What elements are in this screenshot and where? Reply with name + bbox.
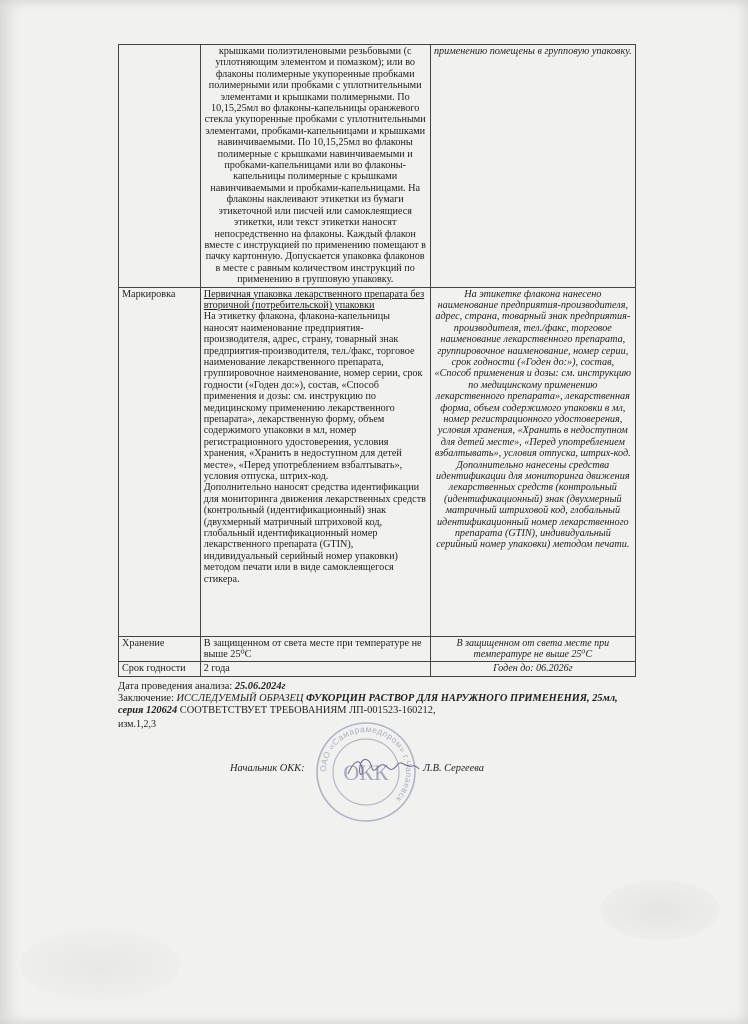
conclusion-label: Заключение:: [118, 693, 177, 704]
analysis-date-value: 25.06.2024г: [234, 681, 286, 692]
row-label-marking: Маркировка: [119, 287, 201, 636]
chief-name: Л.В. Сергеева: [423, 763, 484, 774]
row-label-storage: Хранение: [119, 636, 201, 662]
result-storage: В защищенном от света месте при температуре не выше 25⁰С: [430, 636, 635, 662]
table-row: [119, 287, 636, 636]
table-row: [119, 636, 636, 662]
scan-smudge: [20, 930, 180, 1000]
requirement-storage: В защищенном от света месте при температуре не выше 25⁰С: [200, 636, 430, 662]
result-text-marking: На этикетке флакона нанесено наименование предприятия-производителя, адрес, страна, товарный знак предприятия-производителя, тел./факс, торговое наименование лекарственного препарата, группировочное наименование, номер серии, срок годности («Годен до:»), состав, «Способ применения и дозы: см. инструкцию по медицинскому применению лекарственного препарата», лекарственная форма, объем содержимого упаковки в мл, номер регистрационного удостоверения, условия хранения, «Хранить в недоступном для детей месте», «Перед употреблением взбалтывать», условия отпуска, штрих-код. Дополнительно нанесены средства идентификации для мониторинга движения лекарственных средств (контрольный (идентификационный) знак (двухмерный матричный штриховой код, глобальный идентификационный номер лекарственного препарата (GTIN), индивидуальный серийный номер упаковки) методом печати.: [430, 287, 635, 636]
conclusion-part-a: ИССЛЕДУЕМЫЙ ОБРАЗЕЦ: [176, 693, 306, 704]
row-label-shelf-life: Срок годности: [119, 662, 201, 676]
conclusion-part-c: СООТВЕТСТВУЕТ ТРЕБОВАНИЯМ ЛП-001523-160212,: [177, 705, 436, 716]
requirement-cell: [200, 287, 430, 636]
row-label: [119, 45, 201, 288]
stamp-ring-text: ОАО «Самарамедпром» г.Чапаевск: [317, 723, 415, 805]
analysis-date-line: [118, 681, 638, 693]
chief-signature: [346, 752, 420, 782]
chief-label: Начальник ОКК:: [230, 763, 305, 774]
table-row: [119, 45, 636, 288]
requirement-body: На этикетку флакона, флакона-капельницы наносят наименование предприятия-производителя, адрес, страну, товарный знак предприятия-производителя, тел./факс, торговое наименование лекарственного препарата, группировочное наименование, номер серии, срок годности («Годен до:»), состав, «Способ применения и дозы: см. инструкцию по медицинскому применению лекарственного препарата», лекарственную форму, объем содержимого упаковки в мл, номер регистрационного удостоверения, условия хранения, «Хранить в недоступном для детей месте», «Перед употреблением взбалтывать», условия отпуска, штрих-код.: [203, 311, 423, 483]
requirement-heading: Первичная упаковка лекарственного препарата без вторичной (потребительской) упаковки: [203, 288, 425, 311]
changes-line: изм.1,2,3: [118, 719, 156, 730]
specification-table: [118, 44, 636, 677]
table-row: [119, 662, 636, 676]
conclusion-product: ФУКОРЦИН РАСТВОР ДЛЯ НАРУЖНОГО ПРИМЕНЕНИЯ, 25мл, серия 120624: [118, 693, 618, 716]
result-text: применению помещены в групповую упаковку.: [430, 45, 635, 288]
requirement-extra: Дополнительно наносят средства идентификации для мониторинга движения лекарственных средств (контрольный (идентификационный) знак (двухмерный матричный штриховой код, глобальный идентификационный номер лекарственного препарата (GTIN), индивидуальный серийный номер упаковки) методом печати или в виде самоклеящегося стикера.: [203, 482, 426, 585]
stamp-center-text: ОКК: [343, 760, 389, 785]
analysis-date-label: Дата проведения анализа:: [118, 681, 235, 692]
result-shelf-life: Годен до: 06.2026г: [430, 662, 635, 676]
requirement-shelf-life: 2 года: [200, 662, 430, 676]
conclusion-paragraph: [118, 693, 638, 717]
scan-smudge: [600, 880, 720, 940]
requirement-text: крышками полиэтиленовыми резьбовыми (с уплотняющим элементом и помазком); или во флаконы полимерные укупоренные пробками полимерными или пробками с уплотнительными элементами и крышками полимерными. По 10,15,25мл во флаконы-капельницы оранжевого стекла укупоренные пробками с уплотнительными элементами, пробками-капельницами и крышками навинчиваемыми. По 10,15,25мл во флаконы полимерные с крышками навинчиваемыми и пробками-капельницами или во флаконы-капельницы полимерные с крышками навинчиваемыми и пробками-капельницами. На флаконы наклеивают этикетки из бумаги этикеточной или писчей или самоклеящиеся этикетки, или текст этикетки наносят непосредственно на флаконы. Каждый флакон вместе с инструкцией по применению помещают в пачку картонную. Допускается упаковка флаконов в месте с равным количеством инструкций по применению в групповую упаковку.: [200, 45, 430, 288]
